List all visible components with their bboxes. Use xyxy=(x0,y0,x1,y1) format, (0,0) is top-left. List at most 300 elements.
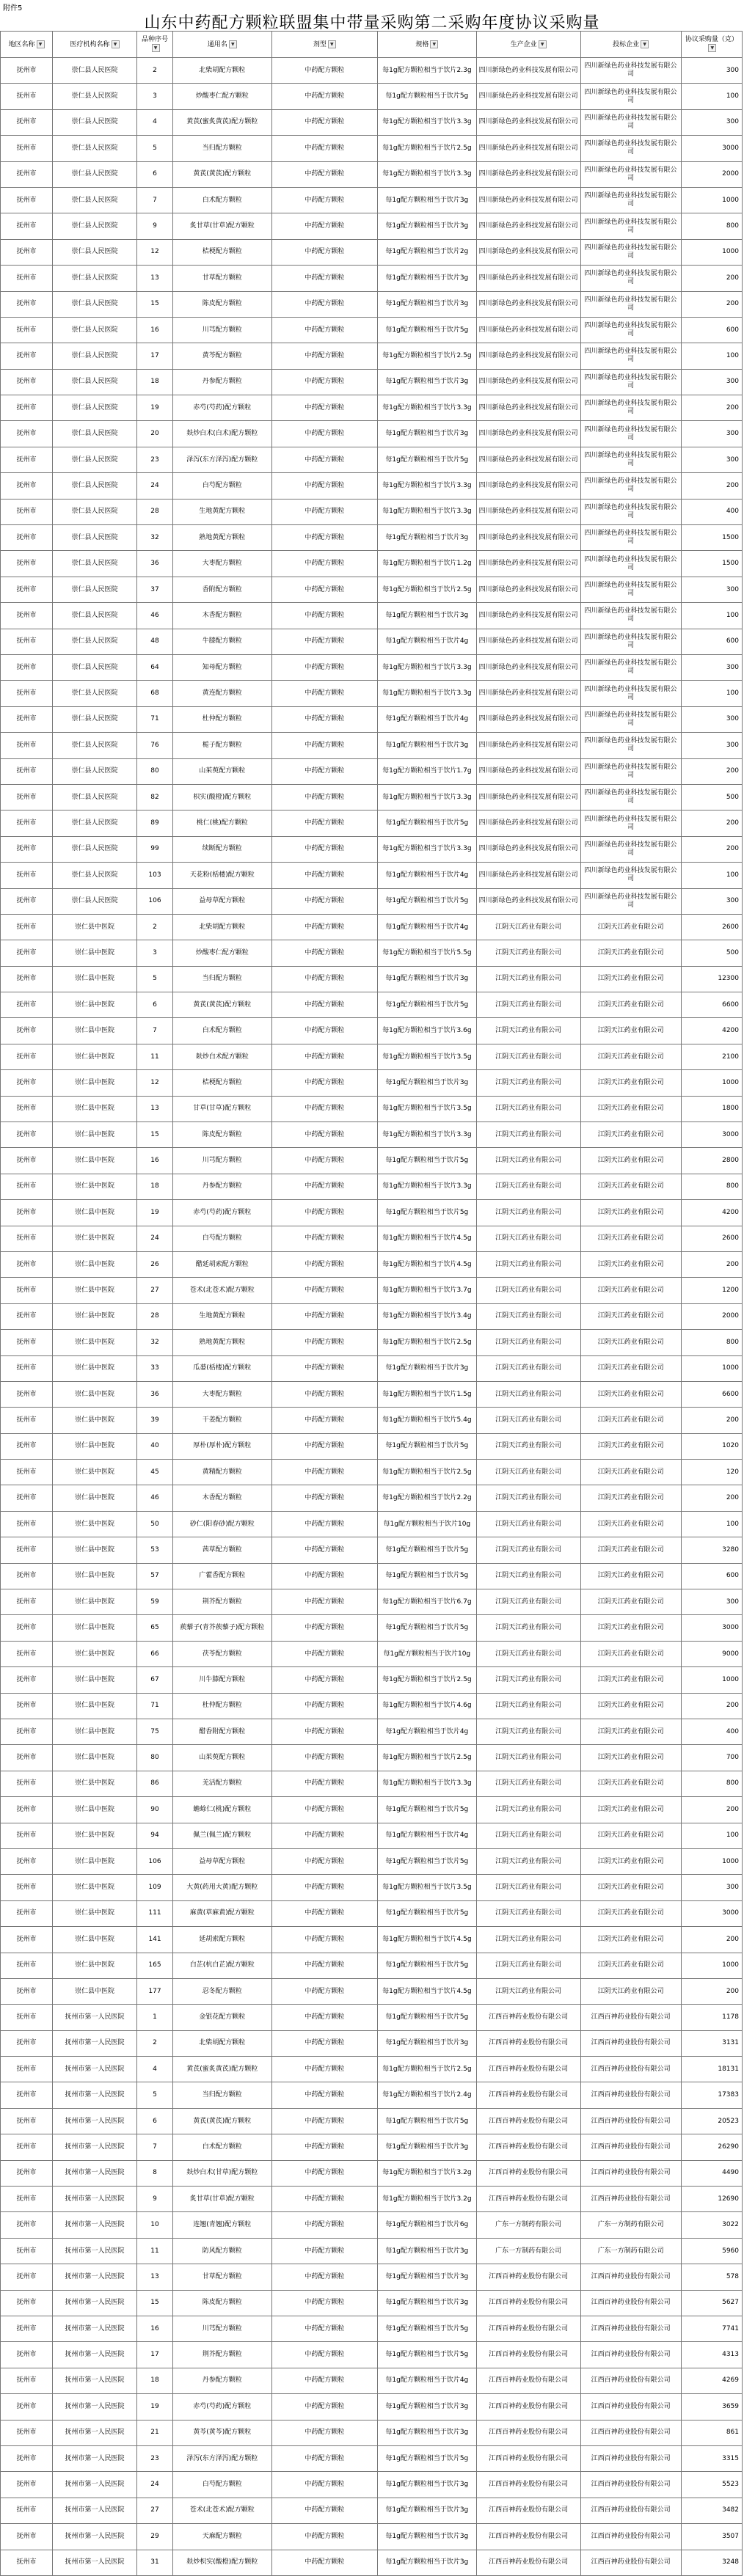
spec-cell: 每1g配方颗粒相当于饮片3.6g xyxy=(378,1018,477,1044)
bidder-cell: 江阴天江药业有限公司 xyxy=(580,1693,681,1719)
dosage-form-cell: 中药配方颗粒 xyxy=(271,136,377,161)
dosage-form-cell: 中药配方颗粒 xyxy=(271,1511,377,1537)
region-cell: 抚州市 xyxy=(1,1408,53,1433)
manufacturer-cell: 四川新绿色药业科技发展有限公司 xyxy=(476,395,580,421)
quantity-cell: 200 xyxy=(681,1927,742,1953)
dosage-form-cell: 中药配方颗粒 xyxy=(271,1044,377,1069)
region-cell: 抚州市 xyxy=(1,1355,53,1381)
manufacturer-cell: 江阴天江药业有限公司 xyxy=(476,1226,580,1251)
spec-cell: 每1g配方颗粒相当于饮片5g xyxy=(378,317,477,343)
spec-cell: 每1g配方颗粒相当于饮片3g xyxy=(378,525,477,551)
quantity-cell: 300 xyxy=(681,706,742,732)
hospital-cell: 崇仁县中医院 xyxy=(52,1330,136,1355)
drug-name-cell: 川芎配方颗粒 xyxy=(172,2316,271,2341)
spec-cell: 每1g配方颗粒相当于饮片2.5g xyxy=(378,577,477,602)
bidder-cell: 四川新绿色药业科技发展有限公司 xyxy=(580,239,681,265)
quantity-cell: 4200 xyxy=(681,1018,742,1044)
hospital-cell: 崇仁县中医院 xyxy=(52,1511,136,1537)
table-row xyxy=(1,1563,743,1589)
region-cell: 抚州市 xyxy=(1,1719,53,1745)
region-cell: 抚州市 xyxy=(1,58,53,84)
dosage-form-cell: 中药配方颗粒 xyxy=(271,447,377,472)
hospital-cell: 抚州市第一人民医院 xyxy=(52,2445,136,2471)
region-cell: 抚州市 xyxy=(1,2290,53,2316)
quantity-cell: 6600 xyxy=(681,992,742,1018)
table-row xyxy=(1,888,743,914)
table-row xyxy=(1,84,743,109)
region-cell: 抚州市 xyxy=(1,291,53,317)
hospital-cell: 崇仁县人民医院 xyxy=(52,109,136,135)
column-header-label: 协议采购量（克） xyxy=(685,36,738,43)
region-cell: 抚州市 xyxy=(1,1018,53,1044)
dosage-form-cell: 中药配方颗粒 xyxy=(271,2550,377,2575)
dosage-form-cell: 中药配方颗粒 xyxy=(271,1667,377,1693)
item-no-cell: 5 xyxy=(137,966,173,992)
hospital-cell: 崇仁县人民医院 xyxy=(52,499,136,524)
item-no-cell: 2 xyxy=(137,914,173,940)
quantity-cell: 1000 xyxy=(681,239,742,265)
bidder-cell: 四川新绿色药业科技发展有限公司 xyxy=(580,629,681,654)
dosage-form-cell: 中药配方颗粒 xyxy=(271,266,377,291)
item-no-cell: 82 xyxy=(137,784,173,810)
manufacturer-cell: 江西百神药业股份有限公司 xyxy=(476,2005,580,2030)
dosage-form-cell: 中药配方颗粒 xyxy=(271,1900,377,1926)
filter-dropdown-icon[interactable]: ▼ xyxy=(539,40,547,48)
hospital-cell: 崇仁县中医院 xyxy=(52,992,136,1018)
drug-name-cell: 牛膝配方颗粒 xyxy=(172,629,271,654)
drug-name-cell: 荆芥配方颗粒 xyxy=(172,2342,271,2368)
dosage-form-cell: 中药配方颗粒 xyxy=(271,2082,377,2108)
table-row xyxy=(1,1018,743,1044)
quantity-cell: 300 xyxy=(681,109,742,135)
spec-cell: 每1g配方颗粒相当于饮片3g xyxy=(378,2134,477,2160)
region-cell: 抚州市 xyxy=(1,1641,53,1666)
manufacturer-cell: 四川新绿色药业科技发展有限公司 xyxy=(476,577,580,602)
drug-name-cell: 栀子配方颗粒 xyxy=(172,733,271,758)
dosage-form-cell: 中药配方颗粒 xyxy=(271,1174,377,1199)
filter-dropdown-icon[interactable]: ▼ xyxy=(229,40,237,48)
hospital-cell: 崇仁县人民医院 xyxy=(52,629,136,654)
spec-cell: 每1g配方颗粒相当于饮片3.3g xyxy=(378,161,477,187)
filter-dropdown-icon[interactable]: ▼ xyxy=(641,40,649,48)
spec-cell: 每1g配方颗粒相当于饮片3g xyxy=(378,966,477,992)
drug-name-cell: 连翘(青翘)配方颗粒 xyxy=(172,2212,271,2238)
region-cell: 抚州市 xyxy=(1,992,53,1018)
bidder-cell: 四川新绿色药业科技发展有限公司 xyxy=(580,136,681,161)
dosage-form-cell: 中药配方颗粒 xyxy=(271,2057,377,2082)
item-no-cell: 5 xyxy=(137,2082,173,2108)
procurement-table xyxy=(0,31,743,2576)
item-no-cell: 23 xyxy=(137,2445,173,2471)
item-no-cell: 16 xyxy=(137,317,173,343)
bidder-cell: 四川新绿色药业科技发展有限公司 xyxy=(580,784,681,810)
item-no-cell: 50 xyxy=(137,1511,173,1537)
drug-name-cell: 天麻配方颗粒 xyxy=(172,2524,271,2550)
bidder-cell: 江阴天江药业有限公司 xyxy=(580,1226,681,1251)
table-row xyxy=(1,1823,743,1848)
spec-cell: 每1g配方颗粒相当于饮片5g xyxy=(378,811,477,836)
drug-name-cell: 茯苓配方颗粒 xyxy=(172,1641,271,1666)
quantity-cell: 300 xyxy=(681,733,742,758)
region-cell: 抚州市 xyxy=(1,2342,53,2368)
hospital-cell: 抚州市第一人民医院 xyxy=(52,2368,136,2393)
region-cell: 抚州市 xyxy=(1,914,53,940)
spec-cell: 每1g配方颗粒相当于饮片3g xyxy=(378,2420,477,2445)
item-no-cell: 11 xyxy=(137,1044,173,1069)
item-no-cell: 10 xyxy=(137,2212,173,2238)
item-no-cell: 9 xyxy=(137,213,173,239)
dosage-form-cell: 中药配方颗粒 xyxy=(271,58,377,84)
region-cell: 抚州市 xyxy=(1,1537,53,1563)
dosage-form-cell: 中药配方颗粒 xyxy=(271,1303,377,1329)
manufacturer-cell: 江阴天江药业有限公司 xyxy=(476,1408,580,1433)
bidder-cell: 江阴天江药业有限公司 xyxy=(580,1823,681,1848)
column-header[interactable] xyxy=(172,32,271,58)
hospital-cell: 崇仁县中医院 xyxy=(52,1251,136,1277)
drug-name-cell: 蒺藜子(青芥蒺藜子)配方颗粒 xyxy=(172,1615,271,1641)
spec-cell: 每1g配方颗粒相当于饮片3g xyxy=(378,2290,477,2316)
table-row xyxy=(1,966,743,992)
manufacturer-cell: 江阴天江药业有限公司 xyxy=(476,1589,580,1615)
item-no-cell: 39 xyxy=(137,1408,173,1433)
drug-name-cell: 桃仁(桃)配方颗粒 xyxy=(172,811,271,836)
dosage-form-cell: 中药配方颗粒 xyxy=(271,2524,377,2550)
quantity-cell: 4313 xyxy=(681,2342,742,2368)
quantity-cell: 26290 xyxy=(681,2134,742,2160)
bidder-cell: 江阴天江药业有限公司 xyxy=(580,1537,681,1563)
bidder-cell: 四川新绿色药业科技发展有限公司 xyxy=(580,811,681,836)
region-cell: 抚州市 xyxy=(1,1044,53,1069)
drug-name-cell: 金银花配方颗粒 xyxy=(172,2005,271,2030)
bidder-cell: 四川新绿色药业科技发展有限公司 xyxy=(580,109,681,135)
quantity-cell: 200 xyxy=(681,266,742,291)
region-cell: 抚州市 xyxy=(1,706,53,732)
table-row xyxy=(1,1044,743,1069)
column-header[interactable] xyxy=(681,32,742,58)
drug-name-cell: 白术配方颗粒 xyxy=(172,187,271,213)
filter-dropdown-icon[interactable]: ▼ xyxy=(112,40,120,48)
table-row xyxy=(1,1693,743,1719)
drug-name-cell: 当归配方颗粒 xyxy=(172,2082,271,2108)
bidder-cell: 四川新绿色药业科技发展有限公司 xyxy=(580,291,681,317)
spec-cell: 每1g配方颗粒相当于饮片5g xyxy=(378,84,477,109)
bidder-cell: 四川新绿色药业科技发展有限公司 xyxy=(580,473,681,499)
manufacturer-cell: 江阴天江药业有限公司 xyxy=(476,1070,580,1096)
hospital-cell: 崇仁县人民医院 xyxy=(52,603,136,629)
manufacturer-cell: 江阴天江药业有限公司 xyxy=(476,1563,580,1589)
filter-dropdown-icon[interactable]: ▼ xyxy=(328,40,336,48)
drug-name-cell: 黄芩(黄芩)配方颗粒 xyxy=(172,2420,271,2445)
quantity-cell: 1000 xyxy=(681,1953,742,1978)
manufacturer-cell: 四川新绿色药业科技发展有限公司 xyxy=(476,109,580,135)
manufacturer-cell: 江阴天江药业有限公司 xyxy=(476,1823,580,1848)
drug-name-cell: 麸炒白术(白术)配方颗粒 xyxy=(172,421,271,447)
manufacturer-cell: 江阴天江药业有限公司 xyxy=(476,1900,580,1926)
region-cell: 抚州市 xyxy=(1,733,53,758)
spec-cell: 每1g配方颗粒相当于饮片3g xyxy=(378,421,477,447)
bidder-cell: 江西百神药业股份有限公司 xyxy=(580,2134,681,2160)
bidder-cell: 江西百神药业股份有限公司 xyxy=(580,2472,681,2498)
table-row xyxy=(1,1875,743,1900)
bidder-cell: 江西百神药业股份有限公司 xyxy=(580,2316,681,2341)
table-row xyxy=(1,109,743,135)
filter-dropdown-icon[interactable]: ▼ xyxy=(37,40,45,48)
table-row xyxy=(1,863,743,888)
bidder-cell: 江阴天江药业有限公司 xyxy=(580,1771,681,1796)
table-row xyxy=(1,2238,743,2264)
bidder-cell: 江阴天江药业有限公司 xyxy=(580,1485,681,1511)
dosage-form-cell: 中药配方颗粒 xyxy=(271,2445,377,2471)
table-row xyxy=(1,1070,743,1096)
item-no-cell: 16 xyxy=(137,1148,173,1174)
spec-cell: 每1g配方颗粒相当于饮片3g xyxy=(378,2238,477,2264)
column-header-label: 通用名 xyxy=(207,40,227,48)
table-row xyxy=(1,1953,743,1978)
filter-dropdown-icon[interactable]: ▼ xyxy=(430,40,438,48)
item-no-cell: 31 xyxy=(137,2550,173,2575)
item-no-cell: 28 xyxy=(137,1303,173,1329)
dosage-form-cell: 中药配方颗粒 xyxy=(271,343,377,369)
manufacturer-cell: 江阴天江药业有限公司 xyxy=(476,1330,580,1355)
column-header[interactable] xyxy=(1,32,53,58)
spec-cell: 每1g配方颗粒相当于饮片4.5g xyxy=(378,1927,477,1953)
bidder-cell: 江阴天江药业有限公司 xyxy=(580,1122,681,1148)
bidder-cell: 江阴天江药业有限公司 xyxy=(580,1615,681,1641)
manufacturer-cell: 四川新绿色药业科技发展有限公司 xyxy=(476,84,580,109)
bidder-cell: 江阴天江药业有限公司 xyxy=(580,1303,681,1329)
column-header[interactable] xyxy=(52,32,136,58)
bidder-cell: 四川新绿色药业科技发展有限公司 xyxy=(580,499,681,524)
hospital-cell: 崇仁县人民医院 xyxy=(52,447,136,472)
bidder-cell: 江阴天江药业有限公司 xyxy=(580,1745,681,1771)
bidder-cell: 四川新绿色药业科技发展有限公司 xyxy=(580,266,681,291)
region-cell: 抚州市 xyxy=(1,266,53,291)
region-cell: 抚州市 xyxy=(1,2264,53,2290)
quantity-cell: 2000 xyxy=(681,161,742,187)
table-row xyxy=(1,421,743,447)
region-cell: 抚州市 xyxy=(1,2134,53,2160)
table-row xyxy=(1,1900,743,1926)
item-no-cell: 94 xyxy=(137,1823,173,1848)
hospital-cell: 崇仁县人民医院 xyxy=(52,706,136,732)
column-header[interactable] xyxy=(271,32,377,58)
item-no-cell: 24 xyxy=(137,2472,173,2498)
item-no-cell: 18 xyxy=(137,1174,173,1199)
spec-cell: 每1g配方颗粒相当于饮片2.4g xyxy=(378,2082,477,2108)
table-row xyxy=(1,1719,743,1745)
column-header[interactable] xyxy=(580,32,681,58)
bidder-cell: 江阴天江药业有限公司 xyxy=(580,1044,681,1069)
spec-cell: 每1g配方颗粒相当于饮片3g xyxy=(378,2472,477,2498)
region-cell: 抚州市 xyxy=(1,1615,53,1641)
drug-name-cell: 知母配方颗粒 xyxy=(172,654,271,680)
quantity-cell: 1000 xyxy=(681,1848,742,1874)
spec-cell: 每1g配方颗粒相当于饮片4g xyxy=(378,1719,477,1745)
table-row xyxy=(1,1537,743,1563)
spec-cell: 每1g配方颗粒相当于饮片3g xyxy=(378,2498,477,2523)
spec-cell: 每1g配方颗粒相当于饮片3g xyxy=(378,2550,477,2575)
filter-dropdown-icon[interactable]: ▼ xyxy=(152,44,160,52)
bidder-cell: 四川新绿色药业科技发展有限公司 xyxy=(580,577,681,602)
region-cell: 抚州市 xyxy=(1,1875,53,1900)
bidder-cell: 四川新绿色药业科技发展有限公司 xyxy=(580,551,681,577)
hospital-cell: 抚州市第一人民医院 xyxy=(52,2342,136,2368)
hospital-cell: 抚州市第一人民医院 xyxy=(52,2238,136,2264)
spec-cell: 每1g配方颗粒相当于饮片2.5g xyxy=(378,1667,477,1693)
dosage-form-cell: 中药配方颗粒 xyxy=(271,1330,377,1355)
table-row xyxy=(1,1330,743,1355)
hospital-cell: 崇仁县人民医院 xyxy=(52,213,136,239)
dosage-form-cell: 中药配方颗粒 xyxy=(271,706,377,732)
table-row xyxy=(1,577,743,602)
bidder-cell: 江西百神药业股份有限公司 xyxy=(580,2420,681,2445)
item-no-cell: 99 xyxy=(137,836,173,862)
manufacturer-cell: 四川新绿色药业科技发展有限公司 xyxy=(476,187,580,213)
manufacturer-cell: 江阴天江药业有限公司 xyxy=(476,1797,580,1823)
table-row xyxy=(1,1615,743,1641)
manufacturer-cell: 江西百神药业股份有限公司 xyxy=(476,2264,580,2290)
manufacturer-cell: 四川新绿色药业科技发展有限公司 xyxy=(476,525,580,551)
table-row xyxy=(1,447,743,472)
bidder-cell: 江阴天江药业有限公司 xyxy=(580,1433,681,1459)
manufacturer-cell: 江西百神药业股份有限公司 xyxy=(476,2316,580,2341)
manufacturer-cell: 江西百神药业股份有限公司 xyxy=(476,2030,580,2056)
bidder-cell: 江阴天江药业有限公司 xyxy=(580,1148,681,1174)
dosage-form-cell: 中药配方颗粒 xyxy=(271,733,377,758)
region-cell: 抚州市 xyxy=(1,811,53,836)
quantity-cell: 5523 xyxy=(681,2472,742,2498)
manufacturer-cell: 江阴天江药业有限公司 xyxy=(476,1303,580,1329)
table-row xyxy=(1,1797,743,1823)
manufacturer-cell: 江阴天江药业有限公司 xyxy=(476,966,580,992)
drug-name-cell: 北柴胡配方颗粒 xyxy=(172,2030,271,2056)
spec-cell: 每1g配方颗粒相当于饮片3.3g xyxy=(378,681,477,706)
manufacturer-cell: 江西百神药业股份有限公司 xyxy=(476,2368,580,2393)
spec-cell: 每1g配方颗粒相当于饮片2.5g xyxy=(378,1745,477,1771)
spec-cell: 每1g配方颗粒相当于饮片2.5g xyxy=(378,1330,477,1355)
dosage-form-cell: 中药配方颗粒 xyxy=(271,811,377,836)
dosage-form-cell: 中药配方颗粒 xyxy=(271,2394,377,2420)
region-cell: 抚州市 xyxy=(1,2445,53,2471)
item-no-cell: 24 xyxy=(137,1226,173,1251)
table-row xyxy=(1,2550,743,2575)
dosage-form-cell: 中药配方颗粒 xyxy=(271,1589,377,1615)
bidder-cell: 江西百神药业股份有限公司 xyxy=(580,2342,681,2368)
bidder-cell: 江西百神药业股份有限公司 xyxy=(580,2187,681,2212)
item-no-cell: 7 xyxy=(137,187,173,213)
dosage-form-cell: 中药配方颗粒 xyxy=(271,369,377,395)
spec-cell: 每1g配方颗粒相当于饮片3g xyxy=(378,1355,477,1381)
region-cell: 抚州市 xyxy=(1,2394,53,2420)
hospital-cell: 崇仁县人民医院 xyxy=(52,654,136,680)
spec-cell: 每1g配方颗粒相当于饮片5g xyxy=(378,2005,477,2030)
drug-name-cell: 大枣配方颗粒 xyxy=(172,1381,271,1407)
manufacturer-cell: 江西百神药业股份有限公司 xyxy=(476,2134,580,2160)
table-row xyxy=(1,2342,743,2368)
filter-dropdown-icon[interactable]: ▼ xyxy=(708,44,716,52)
dosage-form-cell: 中药配方颗粒 xyxy=(271,2290,377,2316)
drug-name-cell: 川芎配方颗粒 xyxy=(172,1148,271,1174)
manufacturer-cell: 江阴天江药业有限公司 xyxy=(476,1927,580,1953)
dosage-form-cell: 中药配方颗粒 xyxy=(271,914,377,940)
manufacturer-cell: 四川新绿色药业科技发展有限公司 xyxy=(476,58,580,84)
table-row xyxy=(1,733,743,758)
item-no-cell: 15 xyxy=(137,291,173,317)
dosage-form-cell: 中药配方颗粒 xyxy=(271,1537,377,1563)
quantity-cell: 1000 xyxy=(681,1355,742,1381)
table-row xyxy=(1,1433,743,1459)
hospital-cell: 崇仁县人民医院 xyxy=(52,161,136,187)
item-no-cell: 20 xyxy=(137,421,173,447)
region-cell: 抚州市 xyxy=(1,551,53,577)
region-cell: 抚州市 xyxy=(1,1667,53,1693)
bidder-cell: 江阴天江药业有限公司 xyxy=(580,1978,681,2004)
item-no-cell: 36 xyxy=(137,551,173,577)
bidder-cell: 四川新绿色药业科技发展有限公司 xyxy=(580,758,681,784)
item-no-cell: 106 xyxy=(137,1848,173,1874)
table-row xyxy=(1,2187,743,2212)
item-no-cell: 9 xyxy=(137,2187,173,2212)
hospital-cell: 崇仁县中医院 xyxy=(52,1122,136,1148)
quantity-cell: 200 xyxy=(681,1485,742,1511)
table-row xyxy=(1,2368,743,2393)
quantity-cell: 20523 xyxy=(681,2108,742,2134)
hospital-cell: 崇仁县中医院 xyxy=(52,1226,136,1251)
hospital-cell: 抚州市第一人民医院 xyxy=(52,2524,136,2550)
drug-name-cell: 续断配方颗粒 xyxy=(172,836,271,862)
dosage-form-cell: 中药配方颗粒 xyxy=(271,2368,377,2393)
region-cell: 抚州市 xyxy=(1,577,53,602)
item-no-cell: 18 xyxy=(137,369,173,395)
item-no-cell: 59 xyxy=(137,1589,173,1615)
hospital-cell: 崇仁县人民医院 xyxy=(52,551,136,577)
hospital-cell: 崇仁县人民医院 xyxy=(52,395,136,421)
hospital-cell: 崇仁县人民医院 xyxy=(52,58,136,84)
item-no-cell: 76 xyxy=(137,733,173,758)
drug-name-cell: 砂仁(阳春砂)配方颗粒 xyxy=(172,1511,271,1537)
region-cell: 抚州市 xyxy=(1,84,53,109)
dosage-form-cell: 中药配方颗粒 xyxy=(271,836,377,862)
table-row xyxy=(1,1096,743,1121)
item-no-cell: 8 xyxy=(137,2160,173,2186)
column-header[interactable] xyxy=(476,32,580,58)
dosage-form-cell: 中药配方颗粒 xyxy=(271,2420,377,2445)
drug-name-cell: 木香配方颗粒 xyxy=(172,1485,271,1511)
hospital-cell: 崇仁县人民医院 xyxy=(52,369,136,395)
region-cell: 抚州市 xyxy=(1,2550,53,2575)
manufacturer-cell: 江阴天江药业有限公司 xyxy=(476,1537,580,1563)
table-row xyxy=(1,603,743,629)
manufacturer-cell: 江阴天江药业有限公司 xyxy=(476,1460,580,1485)
region-cell: 抚州市 xyxy=(1,1953,53,1978)
manufacturer-cell: 四川新绿色药业科技发展有限公司 xyxy=(476,343,580,369)
spec-cell: 每1g配方颗粒相当于饮片5g xyxy=(378,1848,477,1874)
column-header-label: 生产企业 xyxy=(510,40,537,48)
item-no-cell: 80 xyxy=(137,758,173,784)
column-header[interactable] xyxy=(378,32,477,58)
item-no-cell: 111 xyxy=(137,1900,173,1926)
spec-cell: 每1g配方颗粒相当于饮片5g xyxy=(378,888,477,914)
manufacturer-cell: 广东一方制药有限公司 xyxy=(476,2238,580,2264)
hospital-cell: 抚州市第一人民医院 xyxy=(52,2420,136,2445)
hospital-cell: 崇仁县中医院 xyxy=(52,1771,136,1796)
bidder-cell: 江阴天江药业有限公司 xyxy=(580,1200,681,1226)
drug-name-cell: 当归配方颗粒 xyxy=(172,136,271,161)
column-header[interactable] xyxy=(137,32,173,58)
hospital-cell: 抚州市第一人民医院 xyxy=(52,2394,136,2420)
manufacturer-cell: 四川新绿色药业科技发展有限公司 xyxy=(476,266,580,291)
spec-cell: 每1g配方颗粒相当于饮片3.3g xyxy=(378,1174,477,1199)
